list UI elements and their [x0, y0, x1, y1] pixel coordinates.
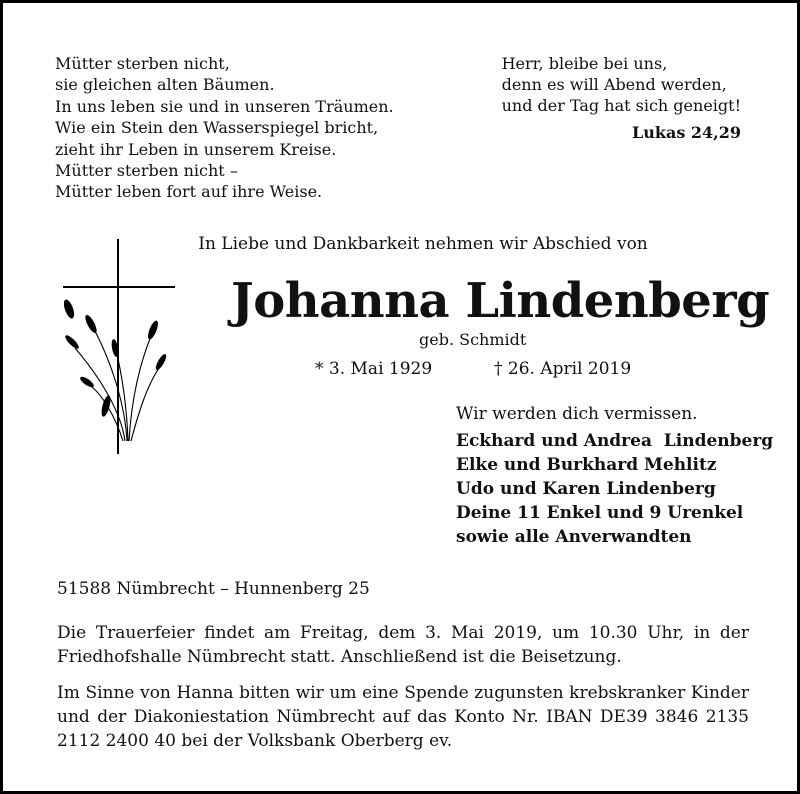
family-member: Udo und Karen Lindenberg — [456, 479, 716, 499]
birth-date: * 3. Mai 1929 — [315, 359, 433, 379]
poem-line: sie gleichen alten Bäumen. — [55, 75, 275, 95]
family-member: Eckhard und Andrea Lindenberg — [456, 431, 774, 451]
verse-line: denn es will Abend werden, — [501, 75, 727, 94]
family-member: Deine 11 Enkel und 9 Urenkel — [456, 503, 744, 523]
verse-line: Herr, bleibe bei uns, — [501, 54, 668, 73]
address: 51588 Nümbrecht – Hunnenberg 25 — [57, 579, 370, 599]
poem-line: In uns leben sie und in unseren Träumen. — [55, 96, 394, 116]
maiden-name: geb. Schmidt — [419, 330, 527, 349]
cross-with-wheat-icon — [55, 236, 185, 458]
family-block — [456, 404, 773, 549]
verse-line: und der Tag hat sich geneigt! — [501, 96, 741, 115]
poem-line: zieht ihr Leben in unserem Kreise. — [55, 139, 337, 159]
family-heading: Wir werden dich vermissen. — [456, 404, 698, 424]
family-member: Elke und Burkhard Mehlitz — [456, 455, 717, 475]
poem-line: Mütter sterben nicht – — [55, 161, 238, 181]
intro-text: In Liebe und Dankbarkeit nehmen wir Abschied von — [198, 234, 648, 254]
death-date: † 26. April 2019 — [494, 359, 632, 379]
funeral-info: Die Trauerfeier findet am Freitag, dem 3. Mai 2019, um 10.30 Uhr, in der Friedhofshalle Nümbrecht statt. Anschließend ist die Beisetzung. — [57, 623, 749, 667]
bible-verse — [502, 53, 741, 143]
intro-line — [3, 234, 800, 254]
poem-line: Mütter sterben nicht, — [55, 54, 230, 73]
poem-line: Mütter leben fort auf ihre Weise. — [55, 182, 323, 202]
deceased-name: Johanna Lindenberg — [231, 273, 770, 329]
donation-info: Im Sinne von Hanna bitten wir um eine Spende zugunsten krebskranker Kinder und der Diakoniestation Nümbrecht auf das Konto Nr. IBAN DE39 3846 2135 2112 2400 40 bei der Volksbank Oberberg ev. — [57, 683, 749, 751]
poem-left — [55, 53, 394, 203]
verse-reference: Lukas 24,29 — [631, 123, 741, 142]
family-member: sowie alle Anverwandten — [456, 527, 692, 547]
poem-line: Wie ein Stein den Wasserspiegel bricht, — [55, 118, 379, 138]
